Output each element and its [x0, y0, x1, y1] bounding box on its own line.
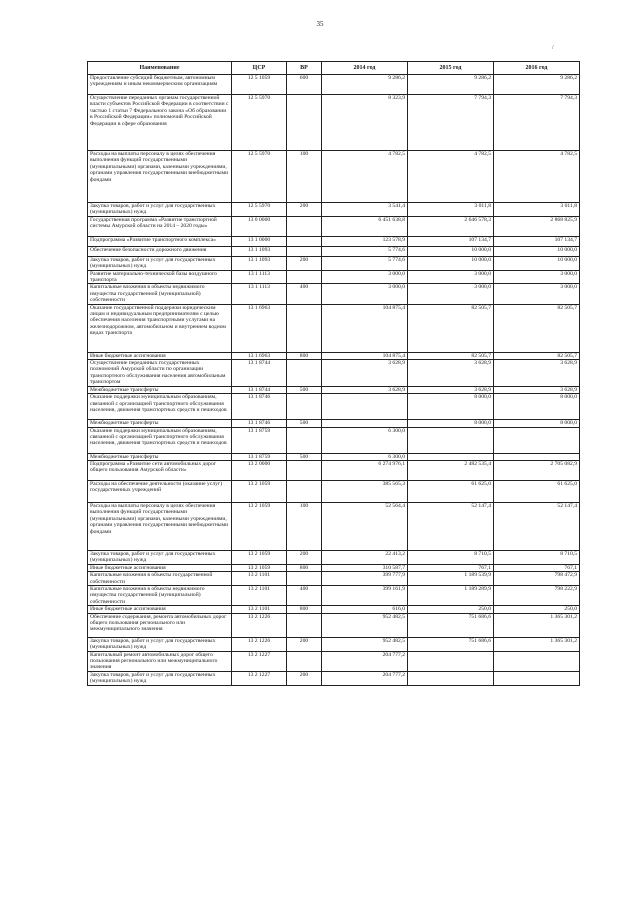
cell-y2016: 9 286,2: [494, 75, 580, 95]
cell-name: Капитальные вложения в объекты недвижимого имущества государственной (муниципальной) собственности: [88, 585, 232, 605]
cell-y2014: 204 777,2: [322, 671, 408, 685]
cell-y2016: 3 000,0: [494, 270, 580, 284]
table-row: [88, 394, 580, 420]
cell-y2016: 82 505,7: [494, 352, 580, 359]
table-row: [88, 216, 580, 236]
cell-y2016: 7 794,3: [494, 95, 580, 151]
cell-y2014: 5 774,6: [322, 246, 408, 256]
header-2015: 2015 год: [408, 62, 494, 75]
table-row: [88, 270, 580, 284]
cell-name: Обеспечение безопасности дорожного движения: [88, 246, 232, 256]
cell-csr: 12 5 5970: [232, 203, 287, 217]
cell-name: Закупка товаров, работ и услуг для государственных (муниципальных) нужд: [88, 671, 232, 685]
cell-y2015: 82 505,7: [408, 304, 494, 352]
table-row: [88, 606, 580, 613]
table-row: [88, 550, 580, 564]
cell-name: Межбюджетные трансферты: [88, 453, 232, 460]
cell-csr: 13 2 1059: [232, 550, 287, 564]
cell-csr: 13 1 8744: [232, 386, 287, 393]
cell-vr: [287, 95, 322, 151]
cell-y2015: 82 505,7: [408, 352, 494, 359]
cell-name: Закупка товаров, работ и услуг для государственных (муниципальных) нужд: [88, 637, 232, 651]
cell-csr: 13 1 8746: [232, 394, 287, 420]
table-row: [88, 613, 580, 637]
cell-name: Капитальный ремонт автомобильных дорог общего пользования регионального или межмуниципального значения: [88, 651, 232, 671]
cell-vr: [287, 460, 322, 480]
cell-csr: 13 1 0000: [232, 236, 287, 246]
cell-vr: 800: [287, 564, 322, 571]
cell-name: Оказание поддержки муниципальным образованиям, связанной с организацией транспортного обслуживания населения, движения транспортных средств и пешеходов: [88, 394, 232, 420]
cell-vr: [287, 427, 322, 453]
cell-y2015: 8 000,0: [408, 394, 494, 420]
cell-y2016: [494, 671, 580, 685]
cell-y2014: 6 451 638,8: [322, 216, 408, 236]
cell-vr: 100: [287, 151, 322, 203]
cell-y2015: 751 686,6: [408, 613, 494, 637]
cell-y2014: 3 541,4: [322, 203, 408, 217]
cell-csr: 13 1 1113: [232, 284, 287, 304]
cell-csr: 12 5 5970: [232, 95, 287, 151]
table-row: [88, 386, 580, 393]
cell-y2016: 1 365 301,2: [494, 613, 580, 637]
table-row: [88, 151, 580, 203]
cell-csr: 13 2 1101: [232, 585, 287, 605]
cell-y2014: 310 587,7: [322, 564, 408, 571]
cell-name: Подпрограмма «Развитие сети автомобильных дорог общего пользования Амурской области»: [88, 460, 232, 480]
cell-csr: 13 1 6963: [232, 304, 287, 352]
cell-vr: 500: [287, 453, 322, 460]
cell-y2015: 767,1: [408, 564, 494, 571]
cell-name: Закупка товаров, работ и услуг для государственных (муниципальных) нужд: [88, 256, 232, 270]
cell-name: Предоставление субсидий бюджетным, автономным учреждениям и иным некоммерческим организациям: [88, 75, 232, 95]
cell-y2016: [494, 651, 580, 671]
cell-y2016: 61 625,0: [494, 480, 580, 502]
cell-y2014: 3 628,9: [322, 386, 408, 393]
cell-name: Иные бюджетные ассигнования: [88, 606, 232, 613]
cell-csr: 13 2 1226: [232, 613, 287, 637]
cell-csr: 13 1 1093: [232, 256, 287, 270]
cell-y2014: 3 628,9: [322, 360, 408, 387]
cell-y2016: 8 000,0: [494, 394, 580, 420]
cell-vr: 500: [287, 420, 322, 427]
cell-y2016: 3 011,8: [494, 203, 580, 217]
cell-y2015: [408, 453, 494, 460]
cell-name: Расходы на обеспечение деятельности (оказание услуг) государственных учреждений: [88, 480, 232, 502]
cell-y2014: 9 286,2: [322, 75, 408, 95]
table-row: [88, 246, 580, 256]
table-row: [88, 572, 580, 586]
cell-y2014: 6 300,0: [322, 453, 408, 460]
cell-name: Расходы на выплаты персоналу в целях обеспечения выполнения функций государственными (муниципальными) органами, казенными учреждениями, органами управления государственными внебюджетными фондами: [88, 151, 232, 203]
cell-csr: 13 1 1113: [232, 270, 287, 284]
cell-y2014: [322, 394, 408, 420]
cell-y2016: 3 628,9: [494, 360, 580, 387]
cell-name: Иные бюджетные ассигнования: [88, 564, 232, 571]
cell-y2016: 8 710,5: [494, 550, 580, 564]
cell-y2014: 952 482,5: [322, 637, 408, 651]
cell-y2016: 8 000,0: [494, 420, 580, 427]
cell-y2015: [408, 671, 494, 685]
cell-y2014: 104 875,4: [322, 304, 408, 352]
table-row: [88, 671, 580, 685]
cell-y2016: 798 222,9: [494, 585, 580, 605]
cell-y2014: 52 564,4: [322, 502, 408, 550]
cell-csr: 12 5 1059: [232, 75, 287, 95]
cell-vr: [287, 236, 322, 246]
table-row: [88, 427, 580, 453]
cell-vr: 100: [287, 502, 322, 550]
header-2014: 2014 год: [322, 62, 408, 75]
cell-vr: [287, 246, 322, 256]
cell-y2015: 3 628,9: [408, 360, 494, 387]
cell-name: Осуществление переданных органам государственной власти субъектов Российской Федерации в соответствии с частью 1 статьи 7 Федерального закона «Об образовании в Российской Федерации» полномочий Российской Федерации в сфере образования: [88, 95, 232, 151]
corner-mark: /: [552, 45, 554, 51]
cell-csr: 13 2 1059: [232, 564, 287, 571]
cell-name: Расходы на выплаты персоналу в целях обеспечения выполнения функций государственными (муниципальными) органами, казенными учреждениями, органами управления государственными внебюджетными фондами: [88, 502, 232, 550]
cell-y2016: 4 782,5: [494, 151, 580, 203]
cell-y2015: 10 000,0: [408, 256, 494, 270]
cell-csr: 13 1 8759: [232, 453, 287, 460]
cell-y2014: 3 000,0: [322, 270, 408, 284]
cell-csr: 13 1 8759: [232, 427, 287, 453]
table-row: [88, 564, 580, 571]
cell-y2016: 10 000,0: [494, 256, 580, 270]
cell-vr: 200: [287, 256, 322, 270]
cell-y2015: 8 000,0: [408, 420, 494, 427]
cell-y2015: 52 147,4: [408, 502, 494, 550]
cell-y2014: 22 413,2: [322, 550, 408, 564]
cell-csr: 13 0 0000: [232, 216, 287, 236]
cell-y2015: 10 000,0: [408, 246, 494, 256]
cell-y2015: [408, 651, 494, 671]
cell-y2016: 107 134,7: [494, 236, 580, 246]
cell-y2016: 3 628,9: [494, 386, 580, 393]
cell-vr: [287, 304, 322, 352]
table-row: [88, 75, 580, 95]
table-row: [88, 651, 580, 671]
cell-vr: 600: [287, 75, 322, 95]
cell-name: Межбюджетные трансферты: [88, 386, 232, 393]
cell-csr: 13 2 1059: [232, 480, 287, 502]
cell-csr: 13 2 1227: [232, 671, 287, 685]
cell-vr: 200: [287, 550, 322, 564]
cell-name: Капитальные вложения в объекты недвижимого имущества государственной (муниципальной) собственности: [88, 284, 232, 304]
header-csr: ЦСР: [232, 62, 287, 75]
cell-y2015: 8 710,5: [408, 550, 494, 564]
cell-csr: 13 2 1227: [232, 651, 287, 671]
table-row: [88, 460, 580, 480]
cell-y2014: 123 578,9: [322, 236, 408, 246]
cell-y2015: 3 000,0: [408, 270, 494, 284]
cell-y2015: 1 189 289,9: [408, 585, 494, 605]
cell-csr: 13 2 1101: [232, 606, 287, 613]
table-row: [88, 420, 580, 427]
cell-vr: [287, 480, 322, 502]
cell-y2015: 3 000,0: [408, 284, 494, 304]
cell-name: Осуществление переданных государственных полномочий Амурской области по организации транспортного обслуживания населения автомобильным транспортом: [88, 360, 232, 387]
cell-y2014: [322, 420, 408, 427]
cell-y2016: 2 868 825,9: [494, 216, 580, 236]
cell-y2014: 6 274 976,1: [322, 460, 408, 480]
cell-name: Иные бюджетные ассигнования: [88, 352, 232, 359]
cell-y2014: 616,0: [322, 606, 408, 613]
cell-y2015: 7 794,3: [408, 95, 494, 151]
cell-y2014: 3 000,0: [322, 284, 408, 304]
cell-y2015: 4 782,5: [408, 151, 494, 203]
cell-name: Закупка товаров, работ и услуг для государственных (муниципальных) нужд: [88, 203, 232, 217]
cell-vr: [287, 216, 322, 236]
cell-y2015: 3 011,8: [408, 203, 494, 217]
cell-y2016: 798 472,9: [494, 572, 580, 586]
table-row: [88, 304, 580, 352]
cell-y2016: 250,0: [494, 606, 580, 613]
cell-y2014: 952 482,5: [322, 613, 408, 637]
table-row: [88, 585, 580, 605]
header-2016: 2016 год: [494, 62, 580, 75]
cell-vr: 400: [287, 585, 322, 605]
cell-y2015: 107 134,7: [408, 236, 494, 246]
cell-vr: 800: [287, 606, 322, 613]
budget-table: [87, 61, 580, 686]
cell-y2016: 767,1: [494, 564, 580, 571]
cell-csr: 13 2 1226: [232, 637, 287, 651]
cell-y2015: 2 482 535,4: [408, 460, 494, 480]
table-row: [88, 352, 580, 359]
cell-y2016: [494, 453, 580, 460]
cell-y2014: 4 782,5: [322, 151, 408, 203]
cell-y2015: 61 625,0: [408, 480, 494, 502]
cell-name: Оказание поддержки муниципальным образованиям, связанной с организацией транспортного обслуживания населения, движения транспортных средств и пешеходов: [88, 427, 232, 453]
cell-vr: [287, 613, 322, 637]
cell-y2015: 2 646 578,3: [408, 216, 494, 236]
cell-name: Капитальные вложения в объекты государственной собственности: [88, 572, 232, 586]
cell-name: Обеспечение содержания, ремонта автомобильных дорог общего пользования регионального или межмуниципального значения: [88, 613, 232, 637]
cell-y2016: 10 000,0: [494, 246, 580, 256]
cell-csr: 13 1 6963: [232, 352, 287, 359]
cell-csr: 13 1 8746: [232, 420, 287, 427]
cell-y2016: 82 505,7: [494, 304, 580, 352]
table-body: [88, 75, 580, 686]
cell-y2015: 9 286,2: [408, 75, 494, 95]
table-row: [88, 360, 580, 387]
page-number: 35: [316, 20, 324, 28]
table-row: [88, 637, 580, 651]
cell-y2016: [494, 427, 580, 453]
cell-vr: 400: [287, 284, 322, 304]
table-row: [88, 284, 580, 304]
table-row: [88, 480, 580, 502]
table-row: [88, 256, 580, 270]
cell-y2015: 250,0: [408, 606, 494, 613]
cell-name: Закупка товаров, работ и услуг для государственных (муниципальных) нужд: [88, 550, 232, 564]
cell-y2014: 204 777,2: [322, 651, 408, 671]
table-row: [88, 453, 580, 460]
table-row: [88, 236, 580, 246]
cell-csr: 12 5 5970: [232, 151, 287, 203]
cell-vr: 200: [287, 203, 322, 217]
table-row: [88, 95, 580, 151]
cell-name: Развитие материально-технической базы воздушного транспорта: [88, 270, 232, 284]
cell-vr: 800: [287, 352, 322, 359]
cell-y2015: 3 628,9: [408, 386, 494, 393]
cell-name: Государственная программа «Развитие транспортной системы Амурской области на 2014 – 2020 годы»: [88, 216, 232, 236]
cell-y2016: 1 365 301,2: [494, 637, 580, 651]
cell-y2014: 6 300,0: [322, 427, 408, 453]
cell-vr: [287, 651, 322, 671]
cell-csr: 13 2 1101: [232, 572, 287, 586]
cell-y2015: 1 189 539,9: [408, 572, 494, 586]
cell-vr: 500: [287, 386, 322, 393]
cell-name: Межбюджетные трансферты: [88, 420, 232, 427]
header-vr: ВР: [287, 62, 322, 75]
cell-y2014: 5 774,6: [322, 256, 408, 270]
cell-csr: 13 1 8744: [232, 360, 287, 387]
cell-name: Подпрограмма «Развитие транспортного комплекса»: [88, 236, 232, 246]
cell-vr: 200: [287, 671, 322, 685]
cell-y2014: 104 875,4: [322, 352, 408, 359]
cell-y2014: 8 323,9: [322, 95, 408, 151]
cell-y2014: 399 777,9: [322, 572, 408, 586]
cell-y2014: 385 565,3: [322, 480, 408, 502]
cell-y2014: 399 161,9: [322, 585, 408, 605]
cell-y2016: 52 147,4: [494, 502, 580, 550]
table-row: [88, 502, 580, 550]
cell-y2015: [408, 427, 494, 453]
cell-y2016: 3 000,0: [494, 284, 580, 304]
cell-y2015: 751 686,6: [408, 637, 494, 651]
cell-name: Оказание государственной поддержки юридическим лицам и индивидуальным предпринимателям с целью обеспечения населения транспортными услугами на железнодорожном, автомобильном и внутреннем водном видах транспорта: [88, 304, 232, 352]
table-row: [88, 203, 580, 217]
cell-csr: 13 1 1093: [232, 246, 287, 256]
cell-vr: [287, 270, 322, 284]
cell-vr: [287, 572, 322, 586]
cell-y2016: 2 705 082,9: [494, 460, 580, 480]
table-header-row: [88, 62, 580, 75]
header-name: Наименование: [88, 62, 232, 75]
cell-csr: 13 2 0000: [232, 460, 287, 480]
cell-csr: 13 2 1059: [232, 502, 287, 550]
cell-vr: [287, 394, 322, 420]
cell-vr: [287, 360, 322, 387]
cell-vr: 200: [287, 637, 322, 651]
